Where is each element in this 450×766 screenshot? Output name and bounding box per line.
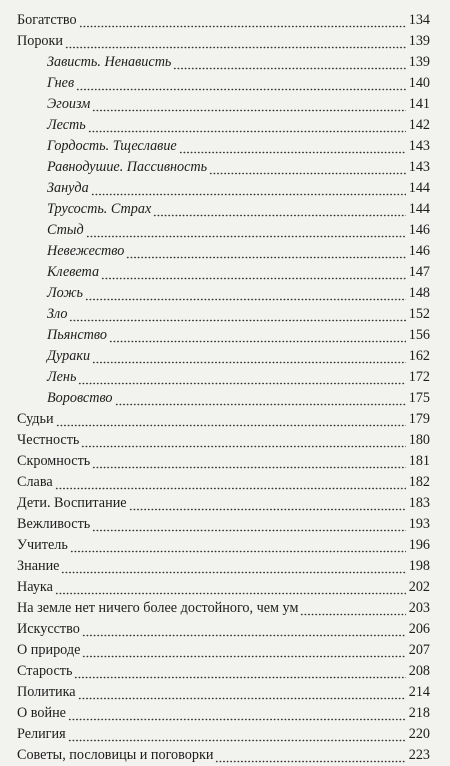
toc-entry-title: Учитель — [17, 537, 68, 553]
toc-entry-page-number: 206 — [408, 621, 430, 637]
dot-leader — [92, 94, 406, 115]
toc-entry-page-number: 198 — [408, 558, 430, 574]
toc-entry-page-number: 179 — [408, 411, 430, 427]
dot-leader — [300, 598, 406, 619]
toc-entry-page-number: 143 — [408, 138, 430, 154]
dot-leader — [209, 157, 406, 178]
toc-entry-page-number: 147 — [408, 264, 430, 280]
toc-entry-title: Судьи — [17, 411, 54, 427]
toc-entry-title: Наука — [17, 579, 53, 595]
toc-entry-page-number: 156 — [408, 327, 430, 343]
dot-leader — [76, 73, 406, 94]
dot-leader — [78, 367, 406, 388]
toc-entry — [0, 409, 450, 430]
dot-leader — [85, 283, 406, 304]
toc-entry — [0, 577, 450, 598]
toc-entry-page-number: 202 — [408, 579, 430, 595]
toc-entry — [0, 325, 450, 346]
dot-leader — [129, 493, 406, 514]
toc-entry — [0, 157, 450, 178]
toc-entry-title: Эгоизм — [47, 96, 91, 112]
toc-entry-title: Зло — [47, 306, 68, 322]
toc-entry-title: Воровство — [47, 390, 113, 406]
toc-entry — [0, 493, 450, 514]
toc-entry — [0, 52, 450, 73]
toc-entry-title: Пьянство — [47, 327, 107, 343]
dot-leader — [81, 430, 406, 451]
toc-entry-page-number: 139 — [408, 54, 430, 70]
dot-leader — [115, 388, 406, 409]
toc-entry-title: Ложь — [47, 285, 84, 301]
toc-entry-page-number: 183 — [408, 495, 430, 511]
dot-leader — [92, 514, 406, 535]
dot-leader — [65, 31, 406, 52]
toc-entry-title: Зануда — [47, 180, 89, 196]
toc-entry — [0, 619, 450, 640]
dot-leader — [109, 325, 406, 346]
dot-leader — [215, 745, 406, 766]
toc-entry-page-number: 144 — [408, 201, 430, 217]
dot-leader — [153, 199, 406, 220]
toc-entry-title: Дети. Воспитание — [17, 495, 127, 511]
dot-leader — [126, 241, 406, 262]
toc-entry-title: Невежество — [47, 243, 125, 259]
dot-leader — [92, 451, 406, 472]
dot-leader — [82, 640, 406, 661]
toc-entry-title: Гнев — [47, 75, 75, 91]
toc-entry-title: О войне — [17, 705, 66, 721]
toc-entry-title: Старость — [17, 663, 73, 679]
toc-entry — [0, 115, 450, 136]
toc-entry — [0, 178, 450, 199]
toc-entry — [0, 661, 450, 682]
toc-entry-title: Стыд — [47, 222, 84, 238]
toc-entry-title: Искусство — [17, 621, 80, 637]
toc-entry — [0, 535, 450, 556]
toc-entry — [0, 10, 450, 31]
dot-leader — [69, 304, 406, 325]
toc-entry — [0, 640, 450, 661]
toc-entry-title: Слава — [17, 474, 53, 490]
table-of-contents — [0, 10, 450, 766]
toc-entry — [0, 220, 450, 241]
toc-entry-page-number: 152 — [408, 306, 430, 322]
toc-entry-page-number: 175 — [408, 390, 430, 406]
dot-leader — [68, 703, 406, 724]
toc-entry — [0, 94, 450, 115]
toc-entry-page-number: 218 — [408, 705, 430, 721]
toc-entry — [0, 388, 450, 409]
toc-entry-page-number: 172 — [408, 369, 430, 385]
dot-leader — [61, 556, 406, 577]
toc-entry — [0, 745, 450, 766]
toc-entry-title: Гордость. Тщеславие — [47, 138, 177, 154]
dot-leader — [70, 535, 406, 556]
toc-entry-page-number: 181 — [408, 453, 430, 469]
toc-entry-page-number: 207 — [408, 642, 430, 658]
toc-entry — [0, 598, 450, 619]
toc-entry-page-number: 139 — [408, 33, 430, 49]
dot-leader — [82, 619, 406, 640]
toc-entry-title: Пороки — [17, 33, 64, 49]
toc-entry-page-number: 203 — [408, 600, 430, 616]
toc-entry-page-number: 220 — [408, 726, 430, 742]
toc-entry-title: Зависть. Ненависть — [47, 54, 172, 70]
toc-entry — [0, 724, 450, 745]
toc-entry-title: Дураки — [47, 348, 91, 364]
dot-leader — [91, 178, 406, 199]
toc-entry-page-number: 143 — [408, 159, 430, 175]
toc-entry-title: Богатство — [17, 12, 77, 28]
dot-leader — [55, 577, 406, 598]
toc-entry-page-number: 182 — [408, 474, 430, 490]
toc-entry-page-number: 214 — [408, 684, 430, 700]
toc-entry-page-number: 208 — [408, 663, 430, 679]
toc-entry-title: Трусость. Страх — [47, 201, 152, 217]
toc-entry — [0, 430, 450, 451]
toc-entry — [0, 367, 450, 388]
toc-entry-title: Советы, пословицы и поговорки — [17, 747, 214, 763]
toc-entry-title: На земле нет ничего более достойного, чем ум — [17, 600, 299, 616]
toc-entry — [0, 472, 450, 493]
dot-leader — [79, 10, 406, 31]
toc-entry — [0, 283, 450, 304]
dot-leader — [101, 262, 406, 283]
toc-entry-page-number: 193 — [408, 516, 430, 532]
toc-entry — [0, 73, 450, 94]
toc-entry — [0, 262, 450, 283]
toc-entry — [0, 136, 450, 157]
toc-entry-title: Политика — [17, 684, 76, 700]
dot-leader — [68, 724, 406, 745]
toc-entry — [0, 31, 450, 52]
toc-entry-page-number: 144 — [408, 180, 430, 196]
toc-entry-title: Вежливость — [17, 516, 91, 532]
dot-leader — [179, 136, 406, 157]
toc-entry — [0, 199, 450, 220]
toc-entry-title: Равнодушие. Пассивность — [47, 159, 208, 175]
dot-leader — [78, 682, 406, 703]
dot-leader — [86, 220, 406, 241]
toc-entry-page-number: 146 — [408, 222, 430, 238]
toc-entry-page-number: 223 — [408, 747, 430, 763]
toc-entry-title: Клевета — [47, 264, 100, 280]
toc-entry — [0, 514, 450, 535]
toc-entry-page-number: 142 — [408, 117, 430, 133]
toc-entry-page-number: 134 — [408, 12, 430, 28]
toc-entry — [0, 346, 450, 367]
toc-entry — [0, 241, 450, 262]
toc-entry-page-number: 196 — [408, 537, 430, 553]
dot-leader — [173, 52, 406, 73]
toc-entry — [0, 556, 450, 577]
toc-entry — [0, 451, 450, 472]
toc-entry-page-number: 141 — [408, 96, 430, 112]
toc-entry-page-number: 180 — [408, 432, 430, 448]
toc-entry-page-number: 146 — [408, 243, 430, 259]
toc-entry — [0, 682, 450, 703]
toc-entry-title: Честность — [17, 432, 80, 448]
dot-leader — [55, 472, 406, 493]
toc-entry-page-number: 148 — [408, 285, 430, 301]
toc-entry-page-number: 140 — [408, 75, 430, 91]
toc-entry-title: Скромность — [17, 453, 91, 469]
dot-leader — [74, 661, 406, 682]
dot-leader — [88, 115, 406, 136]
toc-entry-page-number: 162 — [408, 348, 430, 364]
toc-entry — [0, 703, 450, 724]
toc-entry-title: Религия — [17, 726, 66, 742]
toc-entry-title: О природе — [17, 642, 81, 658]
toc-entry-title: Лесть — [47, 117, 86, 133]
toc-entry-title: Знание — [17, 558, 60, 574]
dot-leader — [56, 409, 406, 430]
toc-entry — [0, 304, 450, 325]
toc-entry-title: Лень — [47, 369, 77, 385]
dot-leader — [92, 346, 406, 367]
